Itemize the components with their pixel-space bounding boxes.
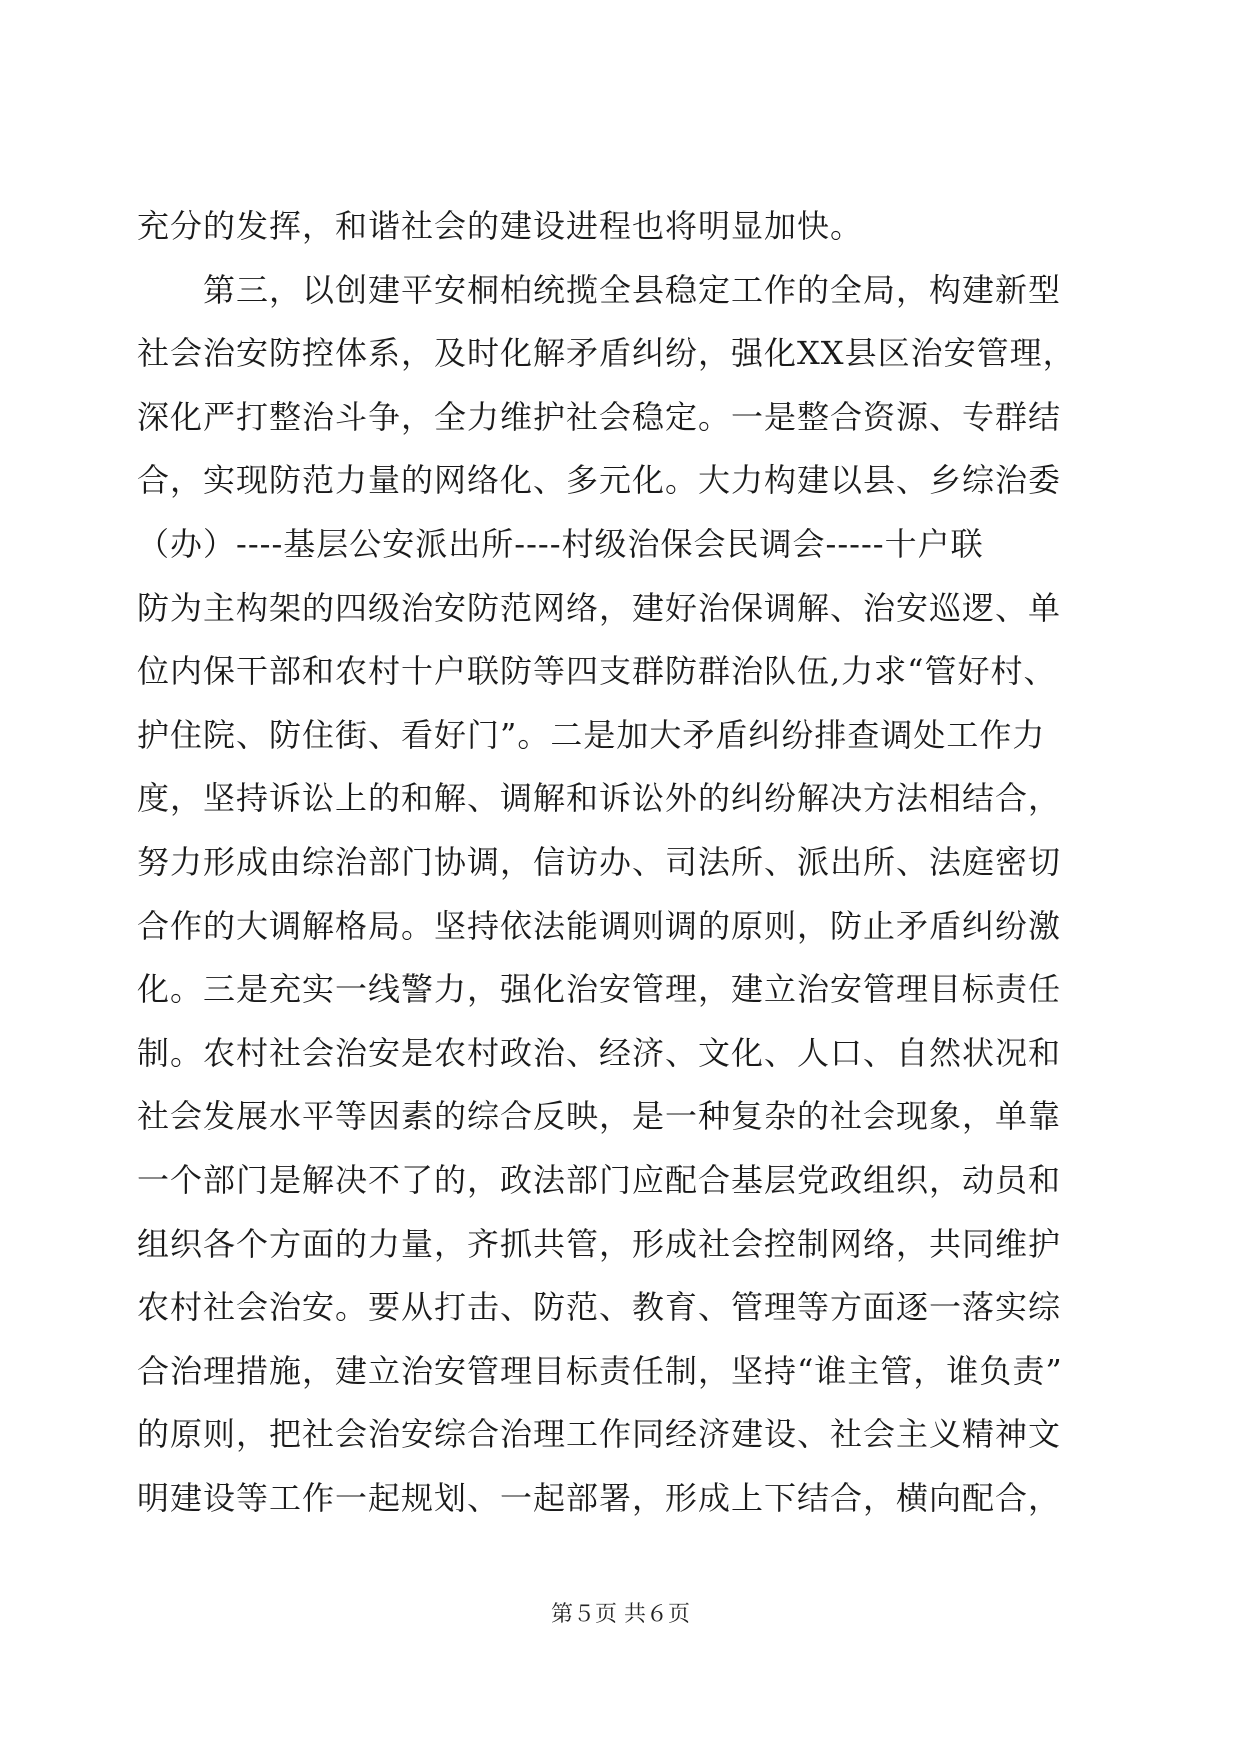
text-line: 努力形成由综治部门协调，信访办、司法所、派出所、法庭密切 xyxy=(137,842,1062,881)
text-line: 度，坚持诉讼上的和解、调解和诉讼外的纠纷解决方法相结合， xyxy=(137,779,1062,818)
page-number-footer: 第５页 共６页 xyxy=(551,1602,690,1627)
text-line: 合，实现防范力量的网络化、多元化。大力构建以县、乡综治委 xyxy=(137,461,1062,500)
text-line: 位内保干部和农村十户联防等四支群防群治队伍,力求“管好村、 xyxy=(137,652,1057,691)
text-line: 一个部门是解决不了的，政法部门应配合基层党政组织，动员和 xyxy=(137,1160,1062,1199)
text-line: 深化严打整治斗争，全力维护社会稳定。一是整合资源、专群结 xyxy=(137,397,1062,436)
text-line: 农村社会治安。要从打击、防范、教育、管理等方面逐一落实综 xyxy=(137,1288,1062,1327)
text-line: 制。农村社会治安是农村政治、经济、文化、人口、自然状况和 xyxy=(137,1033,1062,1072)
text-line: 合治理措施，建立治安管理目标责任制，坚持“谁主管，谁负责” xyxy=(137,1351,1063,1390)
text-line: 明建设等工作一起规划、一起部署，形成上下结合，横向配合， xyxy=(137,1478,1062,1517)
body-text xyxy=(137,195,1097,1530)
text-line: 合作的大调解格局。坚持依法能调则调的原则，防止矛盾纠纷激 xyxy=(137,906,1062,945)
text-line: 化。三是充实一线警力，强化治安管理，建立治安管理目标责任 xyxy=(137,970,1062,1009)
text-line: 第三，以创建平安桐柏统揽全县稳定工作的全局，构建新型 xyxy=(137,270,1062,309)
text-line: 防为主构架的四级治安防范网络，建好治保调解、治安巡逻、单 xyxy=(137,588,1062,627)
text-line: 护住院、防住街、看好门”。二是加大矛盾纠纷排查调处工作力 xyxy=(137,715,1046,754)
text-line: 充分的发挥，和谐社会的建设进程也将明显加快。 xyxy=(137,207,864,245)
text-line: 的原则，把社会治安综合治理工作同经济建设、社会主义精神文 xyxy=(137,1415,1062,1454)
text-line: 社会发展水平等因素的综合反映，是一种复杂的社会现象，单靠 xyxy=(137,1097,1062,1136)
text-line: （办）----基层公安派出所----村级治保会民调会-----十户联 xyxy=(137,524,984,563)
text-line: 组织各个方面的力量，齐抓共管，形成社会控制网络，共同维护 xyxy=(137,1224,1062,1263)
text-line: 社会治安防控体系，及时化解矛盾纠纷，强化XX县区治安管理， xyxy=(137,334,1076,373)
